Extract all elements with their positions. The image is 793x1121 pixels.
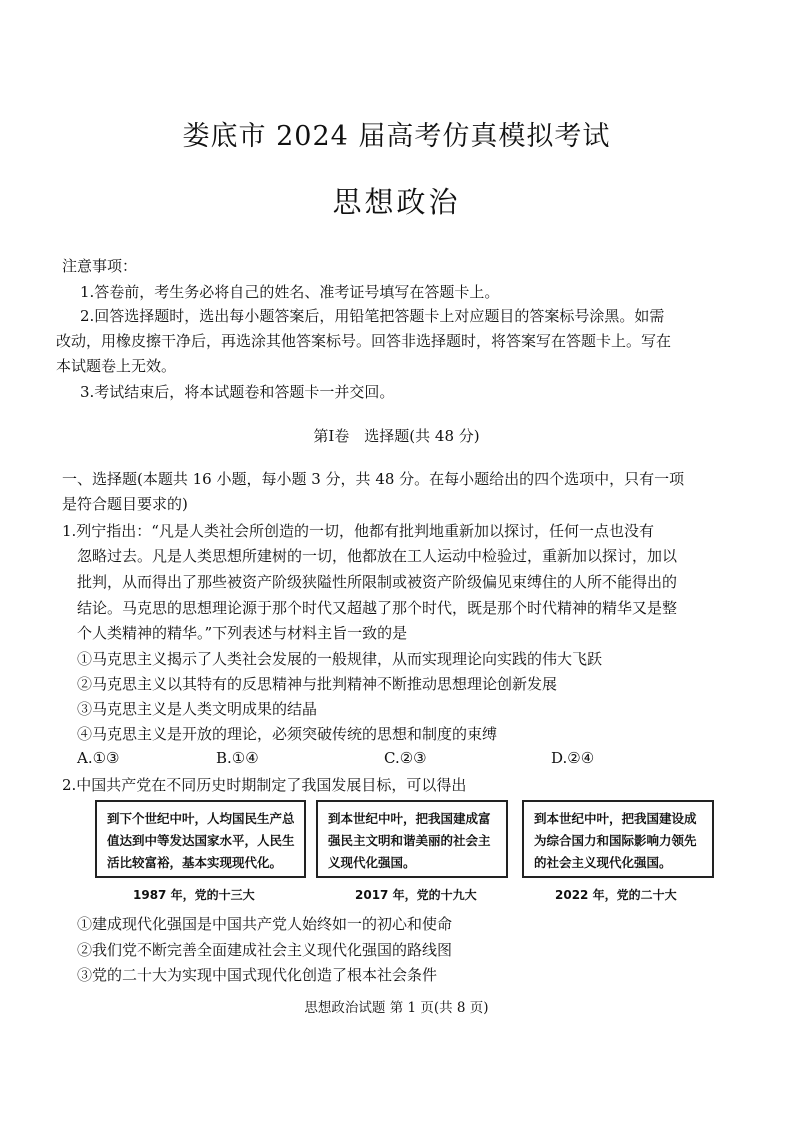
q2-box1-line: 到下个世纪中叶，人均国民生产总	[107, 811, 295, 826]
q2-statement-1: ①建成现代化强国是中国共产党人始终如一的初心和使命	[77, 915, 453, 933]
q2-box3-line: 为综合国力和国际影响力领先	[534, 833, 697, 848]
q2-box2-line: 强民主文明和谐美丽的社会主	[328, 833, 491, 848]
section-intro-line-2: 是符合题目要求的)	[62, 495, 188, 513]
q2-caption-1987: 1987 年，党的十三大	[133, 888, 255, 902]
page-footer: 思想政治试题 第 1 页(共 8 页)	[304, 1000, 489, 1016]
q2-goal-box-2022	[522, 800, 714, 878]
notice-item-2-line-2: 改动，用橡皮擦干净后，再选涂其他答案标号。回答非选择题时，将答案写在答题卡上。写在	[56, 332, 672, 350]
q1-statement-2: ②马克思主义以其特有的反思精神与批判精神不断推动思想理论创新发展	[77, 675, 558, 693]
q2-box1-line: 值达到中等发达国家水平，人民生	[107, 833, 295, 848]
q2-goal-box-1987	[95, 800, 306, 878]
q2-box3-line: 到本世纪中叶，把我国建设成	[534, 811, 697, 826]
q2-caption-2022: 2022 年，党的二十大	[555, 888, 677, 902]
q2-caption-2017: 2017 年，党的十九大	[355, 888, 477, 902]
q2-statement-3: ③党的二十大为实现中国式现代化创造了根本社会条件	[77, 966, 438, 984]
notice-item-3: 3.考试结束后，将本试题卷和答题卡一并交回。	[80, 383, 395, 401]
q1-stem-line-4: 结论。马克思的思想理论源于那个时代又超越了那个时代，既是那个时代精神的精华又是整	[77, 599, 678, 617]
q2-box1-line: 活比较富裕，基本实现现代化。	[107, 855, 283, 870]
q2-box2-line: 到本世纪中叶，把我国建成富	[328, 811, 491, 826]
section-intro-line-1: 一、选择题(本题共 16 小题，每小题 3 分，共 48 分。在每小题给出的四个选项中，只有一项	[62, 470, 685, 488]
q1-option-d[interactable]: D.②④	[551, 749, 595, 767]
q1-stem-line-2: 忽略过去。凡是人类思想所建树的一切，他都放在工人运动中检验过，重新加以探讨，加以	[77, 547, 678, 565]
q2-stem: 2.中国共产党在不同历史时期制定了我国发展目标，可以得出	[62, 776, 467, 794]
q1-statement-1: ①马克思主义揭示了人类社会发展的一般规律，从而实现理论向实践的伟大飞跃	[77, 650, 603, 668]
q1-statement-4: ④马克思主义是开放的理论，必须突破传统的思想和制度的束缚	[77, 725, 498, 743]
subject-title: 思想政治	[332, 185, 461, 219]
q2-statement-2: ②我们党不断完善全面建成社会主义现代化强国的路线图	[77, 941, 453, 959]
q1-option-b[interactable]: B.①④	[216, 749, 259, 767]
q1-stem-line-5: 个人类精神的精华。”下列表述与材料主旨一致的是	[77, 624, 408, 642]
q2-goal-box-2017	[316, 800, 508, 878]
q1-option-c[interactable]: C.②③	[384, 749, 427, 767]
exam-title: 娄底市 2024 届高考仿真模拟考试	[182, 121, 611, 152]
section-title: 第Ⅰ卷 选择题(共 48 分)	[313, 427, 480, 445]
notice-item-2-line-3: 本试题卷上无效。	[56, 357, 177, 375]
q2-box3-line: 的社会主义现代化强国。	[534, 855, 672, 870]
q1-option-a[interactable]: A.①③	[77, 749, 120, 767]
q1-stem-line-3: 批判，从而得出了那些被资产阶级狭隘性所限制或被资产阶级偏见束缚住的人所不能得出的	[77, 573, 678, 591]
notice-item-1: 1.答卷前，考生务必将自己的姓名、准考证号填写在答题卡上。	[80, 283, 500, 301]
notice-heading: 注意事项：	[62, 257, 138, 275]
q2-box2-line: 义现代化强国。	[328, 855, 416, 870]
q1-stem-line-1: 1.列宁指出：“凡是人类社会所创造的一切，他都有批判地重新加以探讨，任何一点也没有	[62, 522, 654, 540]
notice-item-2-line-1: 2.回答选择题时，选出每小题答案后，用铅笔把答题卡上对应题目的答案标号涂黑。如需	[80, 307, 665, 325]
q1-statement-3: ③马克思主义是人类文明成果的结晶	[77, 700, 318, 718]
